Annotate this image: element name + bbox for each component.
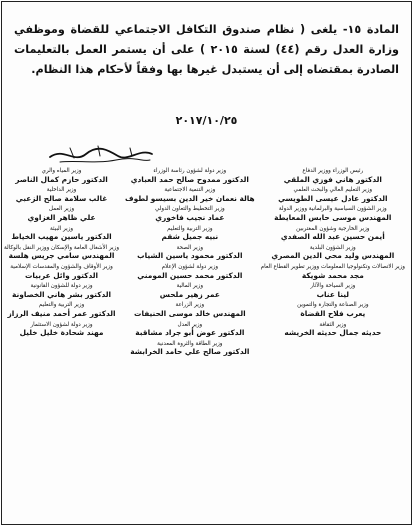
minister-title: وزير دولة لشؤون رئاسة الوزراء <box>153 168 227 174</box>
minister-entry <box>261 341 405 357</box>
minister-name: مهند شحادة خليل خليل <box>19 328 104 338</box>
minister-entry <box>261 302 405 318</box>
minister-entry <box>4 341 119 357</box>
minister-name: علي ظاهر الغزاوي <box>27 212 96 222</box>
minister-name: عمر زهير ملحس <box>159 289 220 299</box>
minister-entry <box>125 187 255 203</box>
minister-title: وزير التربية والتعليم <box>167 225 213 232</box>
minister-title: وزير الصحة <box>176 244 204 251</box>
minister-entry <box>261 226 405 242</box>
minister-title: وزير دولة لشؤون الإعلام <box>161 263 219 270</box>
minister-entry <box>125 341 255 357</box>
minister-title: وزير السياحة والآثار <box>310 283 356 290</box>
minister-title: وزير التربية والتعليم <box>38 302 85 309</box>
minister-entry <box>4 245 119 261</box>
minister-name: حديثه جمال حديثه الخريشه <box>284 328 382 338</box>
minister-title: رئيس الوزراء ووزير الدفاع <box>302 168 364 174</box>
minister-title: وزير الشؤون البلدية <box>309 244 356 251</box>
minister-entry <box>4 206 119 222</box>
decree-date: ٢٠١٧/١٠/٢٥ <box>175 114 238 127</box>
minister-name: الدكتور ياسين مهيب الخياط <box>11 232 112 242</box>
minister-title: وزير التعليم العالي والبحث العلمي <box>293 187 373 194</box>
minister-title: وزير الخارجية وشؤون المغتربين <box>296 225 370 232</box>
minister-title: وزير الصناعة والتجارة والتموين <box>297 302 369 309</box>
minister-name: الدكتور صالح علي حامد الخرابشة <box>130 347 250 357</box>
minister-entry <box>4 187 119 203</box>
minister-entry <box>125 264 255 280</box>
minister-title: وزير الأشغال العامة والإسكان ووزير النقل بالوكالة <box>4 244 120 251</box>
minister-entry <box>4 283 119 299</box>
minister-entry <box>4 226 119 242</box>
minister-entry <box>261 187 405 203</box>
minister-entry <box>4 322 119 338</box>
minister-title: وزير الثقافة <box>319 321 347 328</box>
minister-entry <box>125 226 255 242</box>
minister-entry <box>125 283 255 299</box>
minister-name: عماد نجيب فاخوري <box>155 212 225 222</box>
minister-name: الدكتور ممدوح صالح حمد العبادي <box>130 174 249 184</box>
minister-title: وزير دولة للشؤون القانونية <box>30 283 93 290</box>
minister-entry <box>261 283 405 299</box>
minister-entry <box>261 245 405 261</box>
minister-title: وزير المياه والري <box>41 168 82 174</box>
minister-entry <box>261 168 405 184</box>
minister-name: المهندس وليد محي الدين المصري <box>271 251 395 261</box>
minister-title: وزير التخطيط والتعاون الدولي <box>155 206 225 213</box>
minister-entry <box>4 168 119 184</box>
minister-title: وزير الشؤون السياسية والبرلمانية ووزير الدولة <box>278 206 387 213</box>
minister-title: وزير الطاقة والثروة المعدنية <box>157 340 223 347</box>
minister-name: الدكتور عمر أحمد منيف الرزاز <box>7 308 116 318</box>
minister-name: الدكتور عوض أبو جراد مشاقبة <box>135 328 245 338</box>
minister-title: وزير التنمية الاجتماعية <box>164 187 216 194</box>
minister-title: وزير الداخلية <box>46 187 77 194</box>
minister-name: يعرب فلاح القضاة <box>300 308 366 318</box>
minister-name: مجد محمد شويكة <box>301 270 364 280</box>
minister-name: الدكتور عادل عيسى الطويسي <box>278 193 388 203</box>
minister-entry <box>125 206 255 222</box>
minister-entry <box>125 322 255 338</box>
minister-name: غالب سلامة صالح الزعبي <box>15 193 108 203</box>
minister-title: وزير العدل <box>177 321 203 328</box>
minister-name: الدكتور حازم كمال الناصر <box>15 174 108 184</box>
minister-title: وزير الزراعة <box>175 302 205 309</box>
ministers-grid <box>4 168 405 357</box>
minister-name: لينا عناب <box>316 289 350 299</box>
minister-name: الدكتور هاني فوزي الملقي <box>283 174 382 184</box>
minister-name: الدكتور محمود ياسين الشياب <box>137 251 243 261</box>
minister-name: الدكتور وائل عربيات <box>24 270 99 280</box>
minister-entry <box>261 322 405 338</box>
minister-name: الدكتور محمد حسين المومني <box>137 270 243 280</box>
minister-entry <box>4 302 119 318</box>
minister-title: وزير الاتصالات وتكنولوجيا المعلومات ووزير تطوير القطاع العام <box>260 263 405 270</box>
gazette-page <box>1 1 412 525</box>
minister-name: هالة نعمان خير الدين بسيسو لطوف <box>125 193 255 203</box>
minister-entry <box>125 302 255 318</box>
minister-entry <box>125 168 255 184</box>
minister-name: أيمن حسين عبد الله الصفدي <box>280 232 385 242</box>
minister-title: وزير البيئة <box>49 225 74 232</box>
minister-entry <box>125 245 255 261</box>
minister-title: وزير المالية <box>176 283 204 290</box>
minister-title: وزير دولة لشؤون الاستثمار <box>30 321 93 328</box>
article-15-text: المادة ١٥- يلغى ( نظام صندوق التكافل الاجتماعي للقضاة وموظفي وزارة العدل رقم (٤٤) لسنة ٢٠١٥ ) على أن يستمر العمل بالتعليمات الصادرة بمقتضاه إلى أن يستبدل غيرها بها وفقاً لأحكام هذا النظام. <box>14 23 399 76</box>
minister-name: المهندس موسى حابس المعايطة <box>274 212 392 222</box>
minister-entry <box>261 206 405 222</box>
minister-entry <box>4 264 119 280</box>
minister-name: الدكتور بشر هاني الخصاونة <box>11 289 112 299</box>
minister-title: وزير الأوقاف والشؤون والمقدسات الإسلامية <box>10 263 113 270</box>
minister-title: وزير العمل <box>48 206 75 213</box>
minister-name: المهندس سامي جريس هلسة <box>8 251 115 261</box>
minister-name: المهندس خالد موسى الحنيفات <box>134 308 246 318</box>
minister-name: نبيه جميل شقم <box>161 232 219 242</box>
minister-entry <box>261 264 405 280</box>
